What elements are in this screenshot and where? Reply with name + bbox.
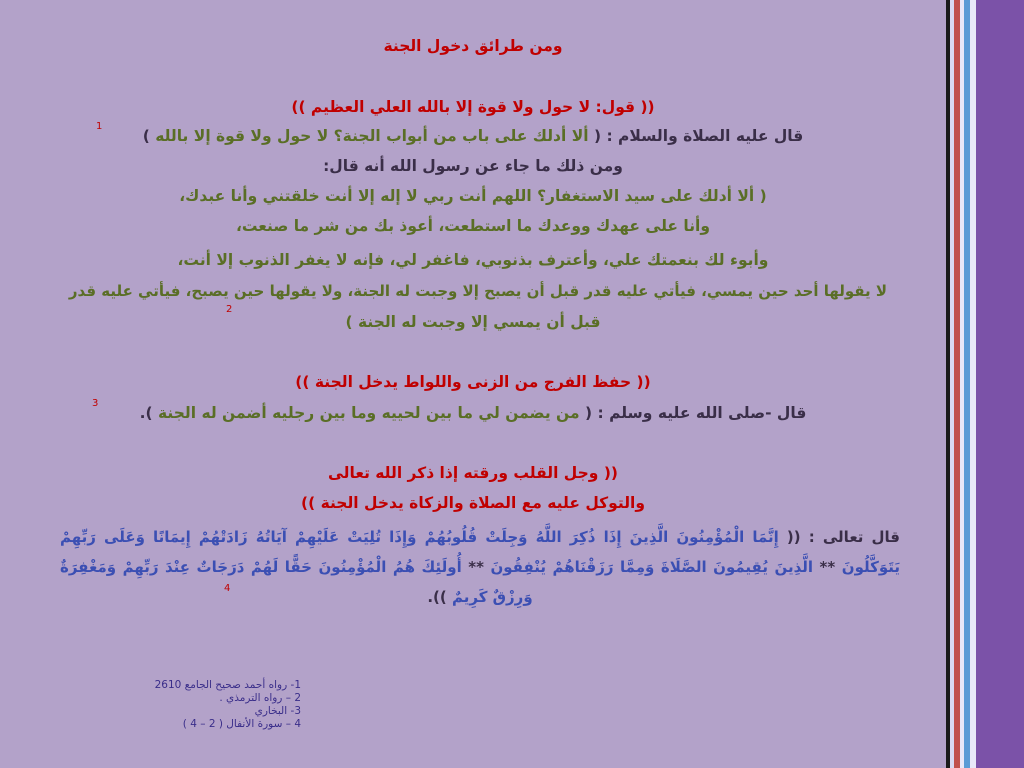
footnotes: [41, 679, 301, 731]
ref-4: 4: [224, 583, 231, 594]
verse-3: أُولَئِكَ هُمُ الْمُؤْمِنُونَ حَقًّا لَهُمْ دَرَجَاتٌ عِنْدَ رَبِّهِمْ وَمَغْفِرَةٌ وَرِزْقٌ كَرِيمٌ: [60, 558, 533, 606]
verse-suffix: )).: [427, 588, 452, 606]
ref-3: 3: [92, 398, 99, 409]
section3-heading-2: والتوكل عليه مع الصلاة والزكاة يدخل الجنة )): [301, 494, 645, 512]
stripe: [976, 0, 1024, 768]
line1-quote: ألا أدلك على باب من أبواب الجنة؟ لا حول ولا قوة إلا بالله: [155, 127, 589, 145]
section2-suffix: ).: [139, 404, 159, 422]
section2-heading: (( حفظ الفرج من الزنى واللواط يدخل الجنة )): [295, 373, 651, 391]
verse-2: الَّذِينَ يُقِيمُونَ الصَّلَاةَ وَمِمَّا رَزَقْنَاهُمْ يُنْفِقُونَ: [490, 558, 814, 576]
section2-line: [0, 403, 946, 423]
footnote: 4 – سورة الأنفال ( 2 – 4 ): [182, 718, 301, 730]
section3-heading-1: (( وجل القلب ورقته إذا ذكر الله تعالى: [328, 464, 618, 482]
line1-suffix: ): [142, 127, 156, 145]
footnote: 3- البخاري: [254, 705, 301, 717]
hadith-line: وأنا على عهدك ووعدك ما استطعت، أعوذ بك من شر ما صنعت،: [235, 217, 710, 235]
hadith-line: لا يقولها أحد حين يمسي، فيأتي عليه قدر قبل أن يصبح إلا وجبت له الجنة، ولا يقولها حين يصبح، فيأتي عليه قدر: [68, 282, 888, 300]
verse-sep: **: [461, 558, 491, 576]
ref-2: 2: [226, 304, 233, 315]
section2-quote: من يضمن لي ما بين لحييه وما بين رجليه أضمن له الجنة: [158, 404, 580, 422]
ref-1: 1: [96, 121, 103, 132]
section2-prefix: قال -صلى الله عليه وسلم : (: [579, 404, 807, 422]
hadith-line: ( ألا أدلك على سيد الاستغفار؟ اللهم أنت ربي لا إله إلا أنت خلقتني وأنا عبدك،: [179, 187, 767, 205]
line1-prefix: قال عليه الصلاة والسلام : (: [588, 127, 804, 145]
section1-line2: ومن ذلك ما جاء عن رسول الله أنه قال:: [323, 157, 623, 175]
verse-prefix: قال تعالى : ((: [778, 528, 900, 546]
section1-heading: (( قول: لا حول ولا قوة إلا بالله العلي العظيم )): [291, 98, 655, 116]
verse-1: إِنَّمَا الْمُؤْمِنُونَ الَّذِينَ إِذَا ذُكِرَ اللَّهُ وَجِلَتْ قُلُوبُهُمْ وَإِذَا تُلِيَتْ عَلَيْهِمْ آيَاتُهُ زَادَتْهُمْ إِيمَانًا وَعَلَى رَبِّهِمْ يَتَوَكَّلُونَ: [60, 528, 900, 576]
side-stripes: [946, 0, 1024, 768]
page-title: ومن طرائق دخول الجنة: [383, 37, 563, 55]
footnote: 2 – رواه الترمذي .: [219, 692, 301, 704]
section3-verse: [60, 522, 900, 612]
section1-line1: [0, 126, 946, 146]
hadith-line: قبل أن يمسي إلا وجبت له الجنة ): [345, 313, 601, 331]
verse-sep: **: [813, 558, 842, 576]
footnote: 1- رواه أحمد صحيح الجامع 2610: [154, 679, 301, 691]
hadith-line: وأبوء لك بنعمتك علي، وأعترف بذنوبي، فاغفر لي، فإنه لا يغفر الذنوب إلا أنت،: [177, 251, 769, 269]
